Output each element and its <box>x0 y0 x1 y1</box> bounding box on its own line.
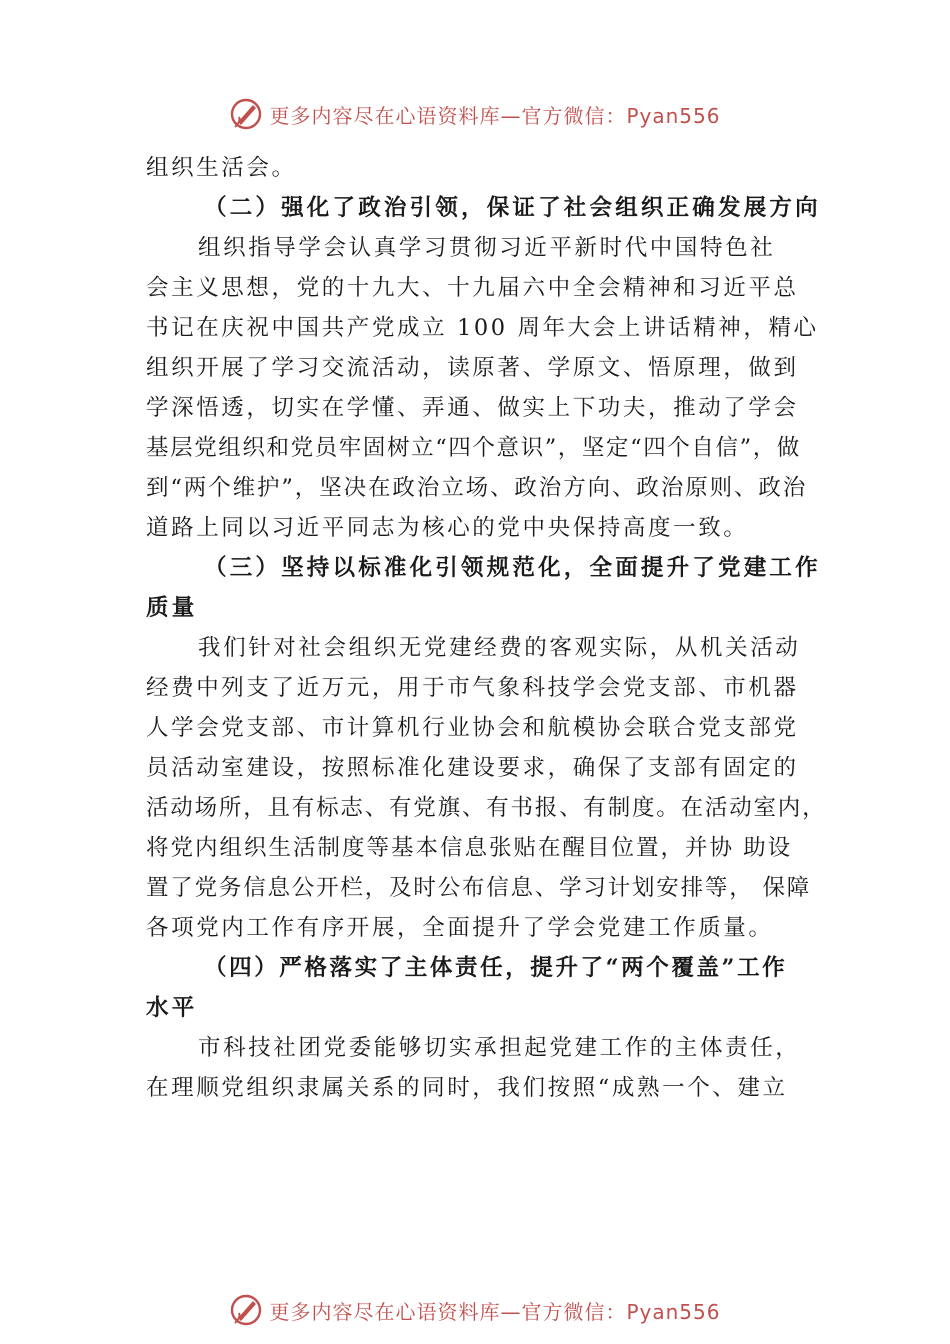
paragraph-line: 置了党务信息公开栏，及时公布信息、学习计划安排等， 保障 <box>146 875 812 901</box>
pen-seal-icon <box>229 1293 263 1327</box>
paragraph-line: 我们针对社会组织无党建经费的客观实际，从机关活动 <box>198 635 801 661</box>
banner-text: 更多内容尽在心语资料库—官方微信：Pyan556 <box>269 103 721 128</box>
footer-banner <box>0 1290 950 1330</box>
section-heading: 水平 <box>146 995 198 1021</box>
paragraph-line: 市科技社团党委能够切实承担起党建工作的主体责任， <box>198 1035 801 1061</box>
paragraph-line: 组织指导学会认真学习贯彻习近平新时代中国特色社 <box>198 235 776 261</box>
paragraph-line: 员活动室建设，按照标准化建设要求，确保了支部有固定的 <box>146 755 799 781</box>
paragraph-line: 组织生活会。 <box>146 155 297 181</box>
section-heading: （二）强化了政治引领，保证了社会组织正确发展方向 <box>204 195 821 221</box>
header-banner <box>0 94 950 134</box>
banner-text: 更多内容尽在心语资料库—官方微信：Pyan556 <box>269 1299 721 1324</box>
paragraph-line: 各项党内工作有序开展，全面提升了学会党建工作质量。 <box>146 915 774 941</box>
paragraph-line: 经费中列支了近万元，用于市气象科技学会党支部、市机器 <box>146 675 799 701</box>
paragraph-line: 道路上同以习近平同志为核心的党中央保持高度一致。 <box>146 515 749 541</box>
paragraph-line: 学深悟透，切实在学懂、弄通、做实上下功夫，推动了学会 <box>146 395 799 421</box>
paragraph-line: 会主义思想，党的十九大、十九届六中全会精神和习近平总 <box>146 275 799 301</box>
paragraph-line: 人学会党支部、市计算机行业协会和航模协会联合党支部党 <box>146 715 799 741</box>
section-heading: （四）严格落实了主体责任，提升了“两个覆盖”工作 <box>204 955 788 981</box>
paragraph-line: 将党内组织生活制度等基本信息张贴在醒目位置，并协 助设 <box>146 835 793 861</box>
pen-seal-icon <box>229 97 263 131</box>
section-heading: （三）坚持以标准化引领规范化，全面提升了党建工作 <box>204 555 821 581</box>
paragraph-line: 书记在庆祝中国共产党成立 100 周年大会上讲话精神，精心 <box>146 315 819 341</box>
paragraph-line: 基层党组织和党员牢固树立“四个意识”，坚定“四个自信”，做 <box>146 435 801 461</box>
document-body <box>146 148 836 1108</box>
paragraph-line: 活动场所，且有标志、有党旗、有书报、有制度。在活动室内， <box>146 795 827 821</box>
paragraph-line: 到“两个维护”，坚决在政治立场、政治方向、政治原则、政治 <box>146 475 808 501</box>
section-heading: 质量 <box>146 595 198 621</box>
paragraph-line: 组织开展了学习交流活动，读原著、学原文、悟原理，做到 <box>146 355 799 381</box>
paragraph-line: 在理顺党组织隶属关系的同时，我们按照“成熟一个、建立 <box>146 1075 788 1101</box>
